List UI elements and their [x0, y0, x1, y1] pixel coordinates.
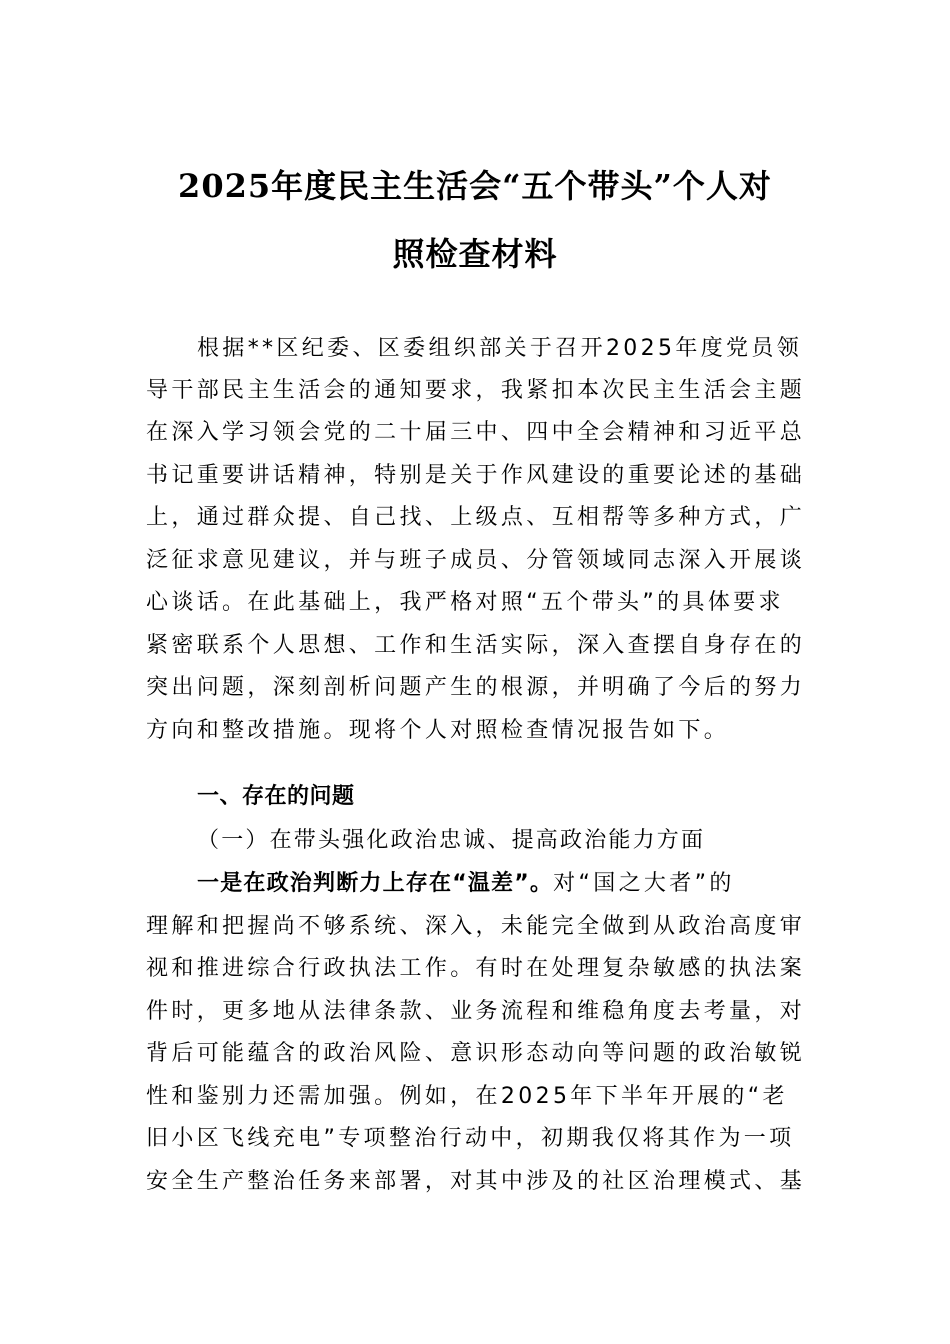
point-one-first-line: [197, 869, 859, 899]
intro-line: 突出问题，深刻剖析问题产生的根源，并明确了今后的努力: [146, 675, 806, 700]
point-one-line: 背后可能蕴含的政治风险、意识形态动向等问题的政治敏锐: [146, 1041, 806, 1066]
intro-line: 紧密联系个人思想、工作和生活实际，深入查摆自身存在的: [146, 633, 806, 658]
intro-line: 根据**区纪委、区委组织部关于召开2025年度党员领: [197, 336, 803, 361]
subsection-heading-political-loyalty: （一）在带头强化政治忠诚、提高政治能力方面: [197, 828, 706, 853]
section-heading-problems: 一、存在的问题: [197, 784, 355, 809]
intro-line: 方向和整改措施。现将个人对照检查情况报告如下。: [146, 718, 730, 743]
intro-line: 泛征求意见建议，并与班子成员、分管领域同志深入开展谈: [146, 548, 806, 573]
point-one-line: 性和鉴别力还需加强。例如，在2025年下半年开展的“老: [146, 1084, 788, 1109]
point-one-lead-rest: 对“国之大者”的: [553, 871, 735, 896]
point-one-lead: 一是在政治判断力上存在“温差”。: [197, 871, 554, 896]
document-title-line-2: 照检查材料: [392, 235, 558, 273]
point-one-line: 安全生产整治任务来部署，对其中涉及的社区治理模式、基: [146, 1169, 806, 1194]
point-one-line: 理解和把握尚不够系统、深入，未能完全做到从政治高度审: [146, 914, 806, 939]
intro-line: 心谈话。在此基础上，我严格对照“五个带头”的具体要求: [146, 590, 784, 615]
intro-line: 上，通过群众提、自己找、上级点、互相帮等多种方式，广: [146, 505, 806, 530]
intro-line: 导干部民主生活会的通知要求，我紧扣本次民主生活会主题: [146, 378, 806, 403]
point-one-line: 旧小区飞线充电”专项整治行动中，初期我仅将其作为一项: [146, 1126, 795, 1151]
point-one-line: 视和推进综合行政执法工作。有时在处理复杂敏感的执法案: [146, 956, 806, 981]
point-one-line: 件时，更多地从法律条款、业务流程和维稳角度去考量，对: [146, 999, 806, 1024]
intro-line: 书记重要讲话精神，特别是关于作风建设的重要论述的基础: [146, 463, 806, 488]
document-title-line-1: 2025年度民主生活会“五个带头”个人对: [178, 167, 772, 205]
intro-line: 在深入学习领会党的二十届三中、四中全会精神和习近平总: [146, 420, 806, 445]
